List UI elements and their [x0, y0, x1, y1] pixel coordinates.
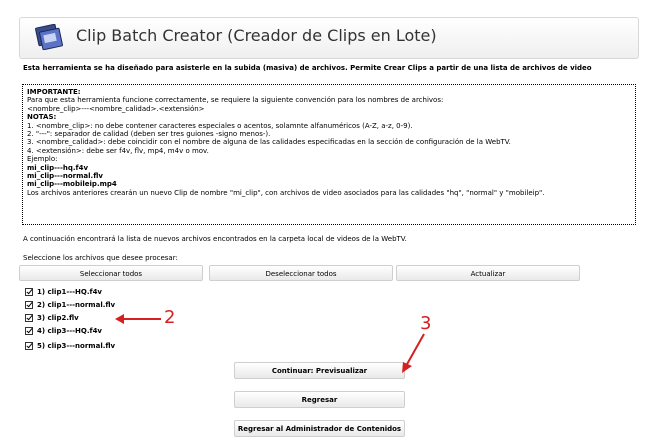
annotation-arrow-left: [113, 312, 163, 326]
file-label: 1) clip1---HQ.f4v: [37, 287, 102, 296]
found-files-text: A continuación encontrará la lista de nuevos archivos encontrados en la carpeta local de videos de la WebTV.: [23, 235, 407, 243]
notice-line: 2. "---": separador de calidad (deben ser tres guiones -signo menos-).: [27, 129, 271, 138]
page-frame: [5, 0, 645, 448]
file-checkbox[interactable]: [25, 314, 33, 322]
annotation-arrow-down: [398, 332, 428, 374]
title-bar: [19, 17, 639, 59]
back-to-content-admin-button[interactable]: Regresar al Administrador de Contenidos: [234, 420, 405, 437]
annotation-number-2: 2: [164, 307, 176, 328]
refresh-button[interactable]: Actualizar: [396, 265, 580, 281]
page-title: Clip Batch Creator (Creador de Clips en Lote): [76, 26, 437, 45]
film-clips-icon: [34, 24, 64, 50]
notice-line: 3. <nombre_calidad>: debe coincidir con el nombre de alguna de las calidades especificadas en la sección de configuración de la WebTV.: [27, 138, 511, 147]
notice-line: 1. <nombre_clip>: no debe contener caracteres especiales o acentos, solamnte alfanuméricos (A-Z, a-z, 0-9).: [27, 121, 413, 130]
file-checkbox[interactable]: [25, 342, 33, 350]
notice-line: <nombre_clip>---<nombre_calidad>.<extensión>: [27, 104, 205, 113]
file-item[interactable]: [25, 340, 115, 351]
file-item[interactable]: [25, 286, 102, 297]
notice-line: IMPORTANTE:: [27, 88, 81, 96]
notice-line: 4. <extensión>: debe ser f4v, flv, mp4, m4v o mov.: [27, 146, 209, 155]
notice-line: mi_clip---normal.flv: [27, 171, 103, 180]
notice-line: mi_clip---mobileip.mp4: [27, 180, 117, 189]
notice-line: Ejemplo:: [27, 155, 58, 164]
file-label: 2) clip1---normal.flv: [37, 300, 116, 309]
notice-box: [22, 84, 636, 225]
file-checkbox[interactable]: [25, 288, 33, 296]
notice-line: Los archivos anteriores crearán un nuevo Clip de nombre "mi_clip", con archivos de video asociados para las calidades "hq", "normal" y "mobileip".: [27, 188, 545, 197]
file-label: 3) clip2.flv: [37, 313, 79, 322]
select-all-button[interactable]: Seleccionar todos: [19, 265, 203, 281]
intro-text: Esta herramienta se ha diseñado para asisterle en la subida (masiva) de archivos. Permite Crear Clips a partir de una lista de archivos de video: [23, 64, 592, 72]
file-label: 5) clip3---normal.flv: [37, 341, 116, 350]
deselect-all-button[interactable]: Deseleccionar todos: [209, 265, 393, 281]
file-item[interactable]: [25, 312, 79, 323]
notice-line: mi_clip---hq.f4v: [27, 163, 89, 172]
back-button[interactable]: Regresar: [234, 391, 405, 408]
select-files-label: Seleccione los archivos que desee procesar:: [23, 254, 178, 262]
annotation-number-3: 3: [420, 313, 432, 334]
continue-preview-button[interactable]: Continuar: Previsualizar: [234, 362, 405, 379]
notice-line: NOTAS:: [27, 113, 57, 122]
file-checkbox[interactable]: [25, 327, 33, 335]
notice-line: Para que esta herramienta funcione correctamente, se requiere la siguiente convención para los nombres de archivos:: [27, 96, 444, 105]
file-label: 4) clip3---HQ.f4v: [37, 326, 102, 335]
file-item[interactable]: [25, 299, 115, 310]
file-item[interactable]: [25, 325, 102, 336]
file-checkbox[interactable]: [25, 301, 33, 309]
